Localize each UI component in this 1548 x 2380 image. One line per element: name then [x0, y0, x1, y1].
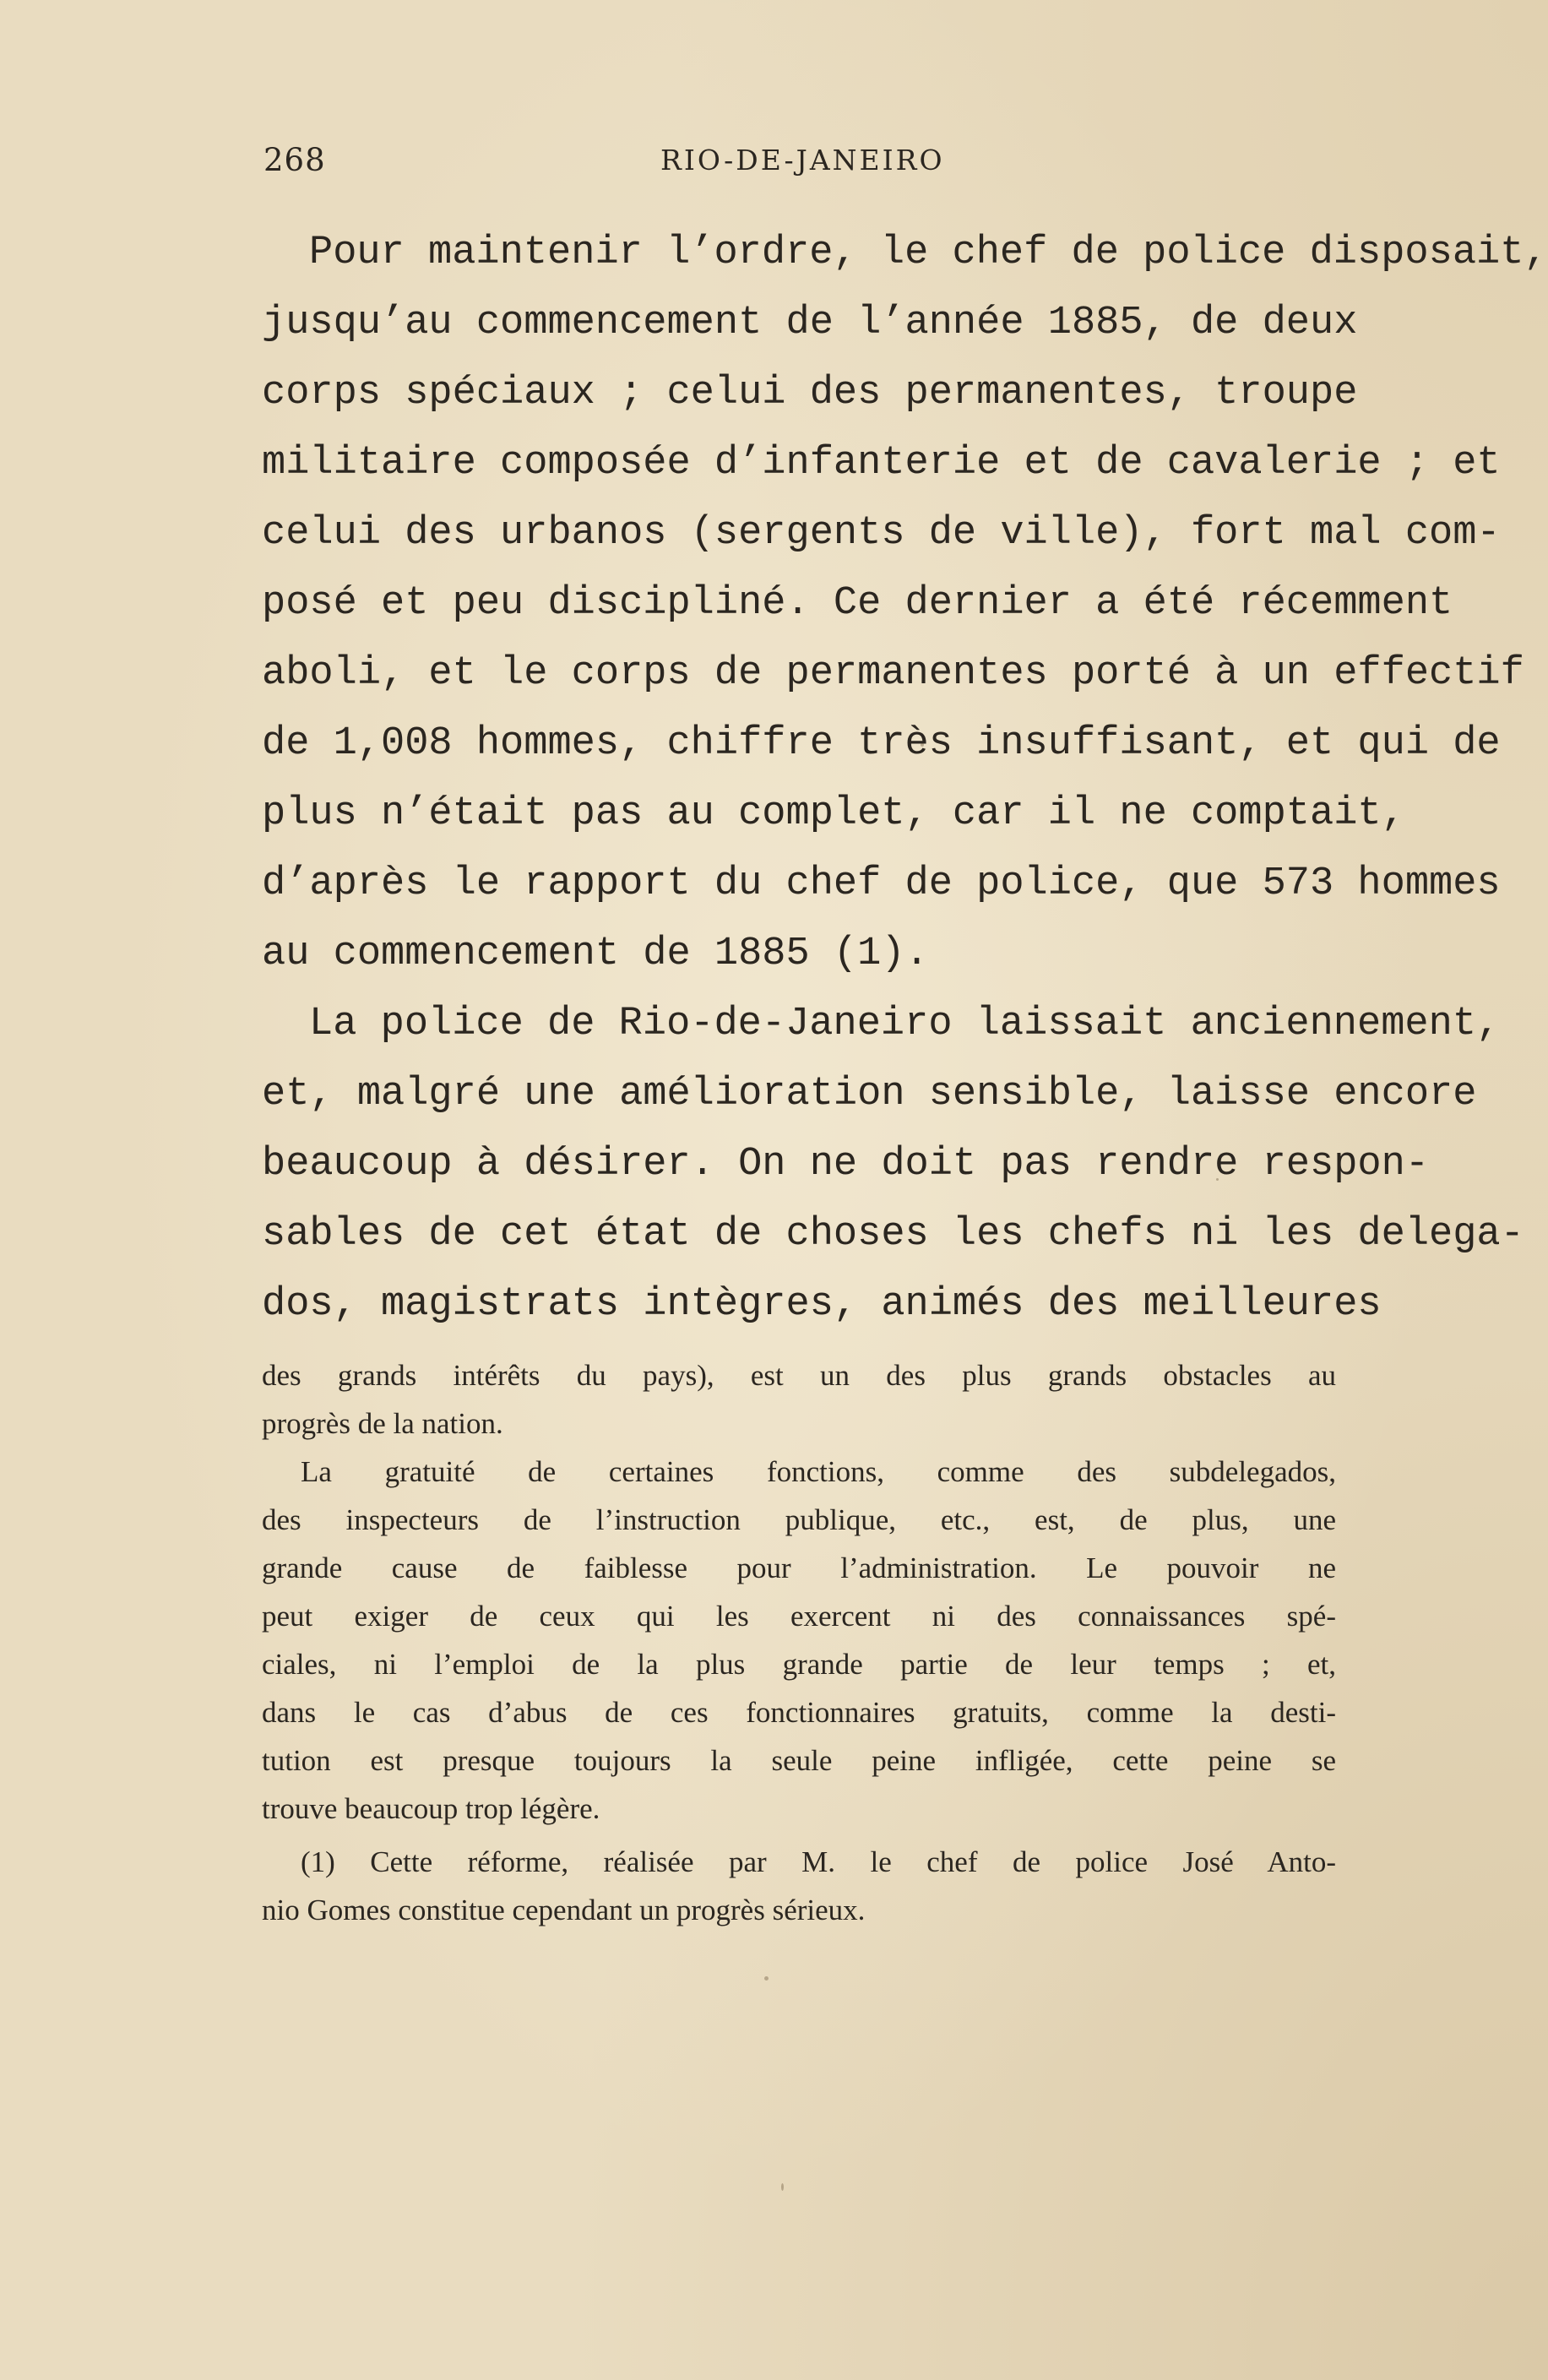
body-line: de 1,008 hommes, chiffre très insuffisant, et qui de [262, 721, 1501, 766]
footnote-line: progrès de la nation. [262, 1407, 503, 1440]
body-line: corps spéciaux ; celui des permanentes, troupe [262, 371, 1358, 416]
paper-speck [781, 2183, 784, 2191]
body-line: sables de cet état de choses les chefs ni les delega- [262, 1212, 1524, 1257]
footnote-line: des inspecteurs de l’instruction publique, etc., est, de plus, une [262, 1503, 1336, 1536]
main-text [262, 218, 1548, 1339]
body-line: plus n’était pas au complet, car il ne comptait, [262, 791, 1405, 836]
body-line: au commencement de 1885 (1). [262, 932, 929, 976]
paper-speck [1216, 1178, 1219, 1181]
body-line: et, malgré une amélioration sensible, laisse encore [262, 1072, 1477, 1117]
footnote-line: (1) Cette réforme, réalisée par M. le chef de police José Anto- [301, 1845, 1336, 1878]
body-line: celui des urbanos (sergents de ville), fort mal com- [262, 511, 1501, 556]
footnote-line: trouve beaucoup trop légère. [262, 1792, 600, 1825]
page-number: 268 [263, 142, 326, 178]
body-line: militaire composée d’infanterie et de cavalerie ; et [262, 441, 1501, 486]
paper-speck [921, 743, 924, 747]
body-line: dos, magistrats intègres, animés des meilleures [262, 1282, 1382, 1327]
footnote-line: La gratuité de certaines fonctions, comme des subdelegados, [301, 1455, 1336, 1488]
footnote-line: des grands intérêts du pays), est un des plus grands obstacles au [262, 1359, 1336, 1392]
footnote-line: peut exiger de ceux qui les exercent ni des connaissances spé- [262, 1600, 1336, 1633]
body-line: La police de Rio-de-Janeiro laissait anciennement, [309, 1002, 1501, 1046]
body-line: aboli, et le corps de permanentes porté à un effectif [262, 651, 1524, 696]
footnote-line: ciales, ni l’emploi de la plus grande partie de leur temps ; et, [262, 1648, 1336, 1681]
footnote-line: tution est presque toujours la seule peine infligée, cette peine se [262, 1744, 1336, 1777]
body-line: Pour maintenir l’ordre, le chef de police disposait, [309, 231, 1548, 275]
paper-speck [764, 1976, 769, 1981]
footnote-line: grande cause de faiblesse pour l’administration. Le pouvoir ne [262, 1551, 1336, 1584]
running-title: RIO-DE-JANEIRO [660, 144, 945, 177]
body-line: jusqu’au commencement de l’année 1885, de deux [262, 301, 1358, 345]
body-line: posé et peu discipliné. Ce dernier a été récemment [262, 581, 1453, 626]
body-line: d’après le rapport du chef de police, que 573 hommes [262, 861, 1501, 906]
page-header [263, 142, 1336, 184]
footnotes [262, 1351, 1336, 1934]
body-line: beaucoup à désirer. On ne doit pas rendre respon- [262, 1142, 1430, 1187]
footnote-line: nio Gomes constitue cependant un progrès sérieux. [262, 1894, 866, 1926]
footnote-line: dans le cas d’abus de ces fonctionnaires gratuits, comme la desti- [262, 1696, 1336, 1729]
